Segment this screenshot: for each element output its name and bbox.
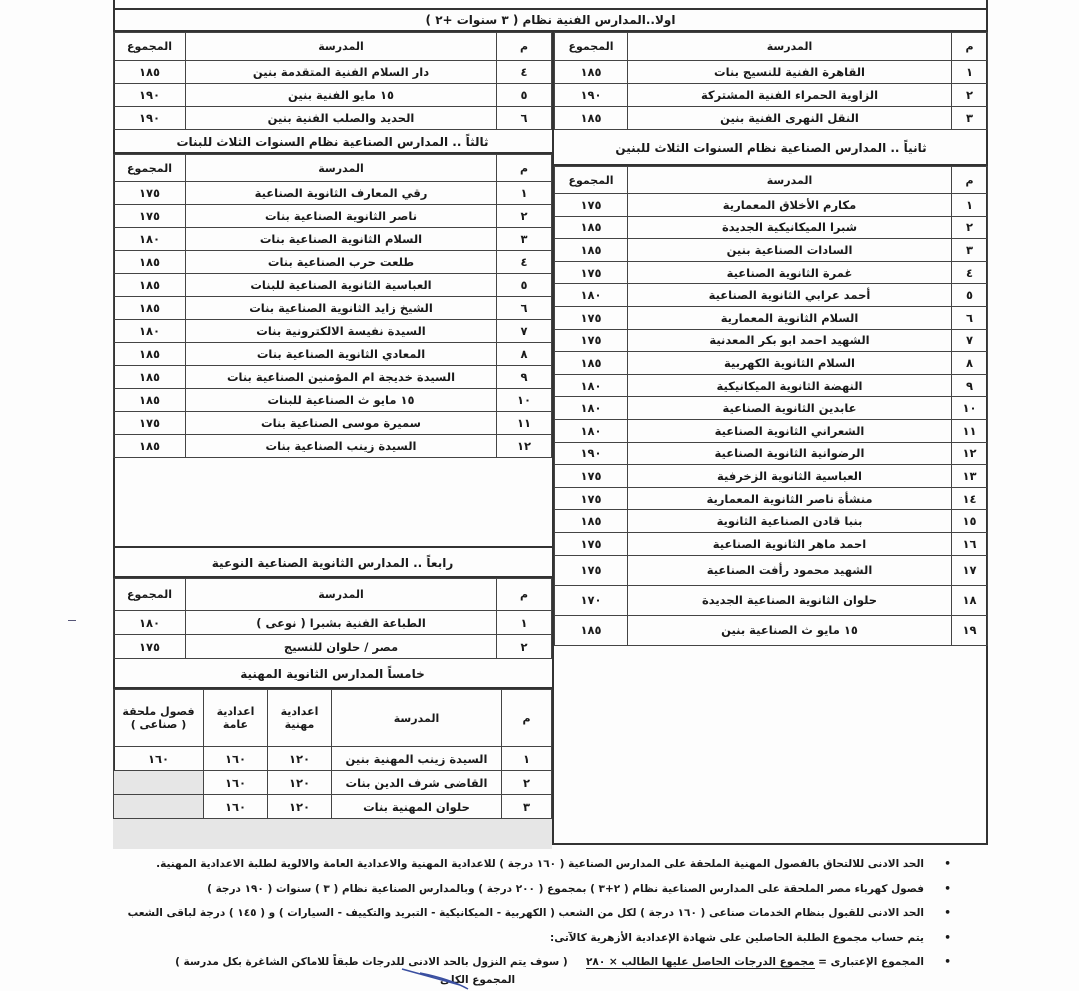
- total-score: ١٧٥: [114, 635, 186, 659]
- school-name: السلام الثانوية الصناعية بنات: [186, 228, 497, 251]
- attached-classes-score: [114, 771, 204, 795]
- section-1-title: اولا..المدارس الفنية نظام ( ٣ سنوات +٢ ): [113, 8, 988, 32]
- table-row: [114, 366, 552, 389]
- table-row: [555, 374, 988, 397]
- total-score: ١٨٠: [555, 374, 628, 397]
- row-number: ٣: [497, 228, 552, 251]
- table-row: [555, 107, 988, 130]
- row-number: ١١: [952, 419, 988, 442]
- header-school: المدرسة: [186, 579, 497, 611]
- total-score: ١٧٥: [555, 261, 628, 284]
- total-score: ١٨٥: [555, 510, 628, 533]
- school-name: الحديد والصلب الفنية بنين: [186, 107, 497, 130]
- header-total: المجموع: [114, 33, 186, 61]
- row-number: ١٨: [952, 585, 988, 615]
- table-row: [114, 297, 552, 320]
- total-score: ١٩٠: [555, 442, 628, 465]
- school-name: سميرة موسى الصناعية بنات: [186, 412, 497, 435]
- row-number: ٣: [502, 795, 552, 819]
- total-score: ١٨٥: [555, 61, 628, 84]
- total-score: ١٩٠: [114, 84, 186, 107]
- header-total: المجموع: [114, 579, 186, 611]
- total-score: ١٨٠: [114, 320, 186, 343]
- total-score: ١٨٥: [114, 343, 186, 366]
- row-number: ١٥: [952, 510, 988, 533]
- school-name: القاهرة الفنية للنسيج بنات: [628, 61, 952, 84]
- header-attached-classes: فصول ملحقة ( صناعى ): [114, 690, 204, 747]
- blank-area: [113, 819, 552, 849]
- prep-general-score: ١٦٠: [204, 747, 268, 771]
- school-name: الطباعة الفنية بشبرا ( نوعى ): [186, 611, 497, 635]
- header-num: م: [497, 579, 552, 611]
- header-num: م: [502, 690, 552, 747]
- section-4-title: رابعاً .. المدارس الثانوية الصناعية النوعية: [113, 548, 552, 578]
- table-row: [114, 771, 552, 795]
- header-school: المدرسة: [628, 167, 952, 194]
- school-name: السلام الثانوية الكهربية: [628, 352, 952, 375]
- row-number: ٢: [497, 205, 552, 228]
- header-prep-vocational: اعدادية مهنية: [268, 690, 332, 747]
- header-num: م: [497, 33, 552, 61]
- row-number: ١: [497, 611, 552, 635]
- blank-area: [113, 458, 552, 548]
- signature-icon: [400, 965, 470, 991]
- table-row: [555, 510, 988, 533]
- formula-denominator: المجموع الكلى: [440, 974, 516, 986]
- formula-numerator: مجموع الدرجات الحاصل عليها الطالب × ٢٨٠: [586, 956, 815, 968]
- table-row: [114, 205, 552, 228]
- row-number: ٦: [497, 107, 552, 130]
- total-score: ١٨٥: [114, 61, 186, 84]
- total-score: ١٨٥: [555, 352, 628, 375]
- row-number: ١٣: [952, 465, 988, 488]
- total-score: ١٧٥: [555, 306, 628, 329]
- row-number: ١: [497, 182, 552, 205]
- table-row: [555, 194, 988, 217]
- row-number: ٥: [952, 284, 988, 307]
- right-column: [552, 32, 988, 845]
- table-row: [555, 352, 988, 375]
- row-number: ١: [502, 747, 552, 771]
- header-total: المجموع: [555, 33, 628, 61]
- row-number: ٥: [497, 274, 552, 297]
- row-number: ١٧: [952, 555, 988, 585]
- prep-vocational-score: ١٢٠: [268, 795, 332, 819]
- school-name: الشعراني الثانوية الصناعية: [628, 419, 952, 442]
- row-number: ٦: [497, 297, 552, 320]
- school-name: مصر / حلوان للنسيج: [186, 635, 497, 659]
- school-name: دار السلام الفنية المتقدمة بنين: [186, 61, 497, 84]
- table-row: [114, 182, 552, 205]
- total-score: ١٧٥: [114, 205, 186, 228]
- row-number: ١٤: [952, 487, 988, 510]
- school-name: السيدة زينب الصناعية بنات: [186, 435, 497, 458]
- header-total: المجموع: [114, 155, 186, 182]
- school-name: طلعت حرب الصناعية بنات: [186, 251, 497, 274]
- total-score: ١٧٠: [555, 585, 628, 615]
- total-score: ١٨٥: [114, 297, 186, 320]
- total-score: ١٨٥: [114, 274, 186, 297]
- total-score: ١٧٥: [114, 412, 186, 435]
- total-score: ١٨٥: [555, 216, 628, 239]
- table-row: [114, 61, 552, 84]
- total-score: ١٨٠: [555, 419, 628, 442]
- table-row: [114, 747, 552, 771]
- school-name: ناصر الثانوية الصناعية بنات: [186, 205, 497, 228]
- school-name: مكارم الأخلاق المعمارية: [628, 194, 952, 217]
- table-row: [114, 635, 552, 659]
- note-2: • فصول كهرباء مصر الملحقة على المدارس الصناعية نظام ( ٢+٣ ) بمجموع ( ٢٠٠ درجة ) وبالمدارس الصناعية نظام ( ٣ ) سنوات ( ١٩٠ درجة ): [59, 877, 939, 902]
- row-number: ١: [952, 61, 988, 84]
- prep-general-score: ١٦٠: [204, 795, 268, 819]
- total-score: ١٨٥: [114, 251, 186, 274]
- section-3-table: [113, 154, 552, 458]
- school-name: شبرا الميكانيكية الجديدة: [628, 216, 952, 239]
- row-number: ١٠: [952, 397, 988, 420]
- school-name: غمرة الثانوية الصناعية: [628, 261, 952, 284]
- table-row: [555, 84, 988, 107]
- row-number: ٨: [952, 352, 988, 375]
- attached-classes-score: [114, 795, 204, 819]
- header-total: المجموع: [555, 167, 628, 194]
- table-row: [555, 585, 988, 615]
- total-score: ١٨٥: [555, 107, 628, 130]
- school-name: حلوان الثانوية الصناعية الجديدة: [628, 585, 952, 615]
- school-name: العباسية الثانوية الصناعية للبنات: [186, 274, 497, 297]
- row-number: ١٠: [497, 389, 552, 412]
- school-name: الزاوية الحمراء الفنية المشتركة: [628, 84, 952, 107]
- table-row: [555, 216, 988, 239]
- table-row: [555, 61, 988, 84]
- total-score: ١٧٥: [114, 182, 186, 205]
- row-number: ١٢: [497, 435, 552, 458]
- row-number: ١٦: [952, 532, 988, 555]
- table-row: [114, 389, 552, 412]
- school-name: السادات الصناعية بنين: [628, 239, 952, 262]
- row-number: ٣: [952, 107, 988, 130]
- table-row: [555, 465, 988, 488]
- total-score: ١٩٠: [555, 84, 628, 107]
- row-number: ٢: [952, 216, 988, 239]
- row-number: ١١: [497, 412, 552, 435]
- table-row: [555, 284, 988, 307]
- header-school: المدرسة: [332, 690, 502, 747]
- school-name: الرضوانية الثانوية الصناعية: [628, 442, 952, 465]
- row-number: ٧: [952, 329, 988, 352]
- table-row: [114, 320, 552, 343]
- section-5-title: خامساً المدارس الثانوية المهنية: [113, 659, 552, 689]
- school-name: ١٥ مايو ث الصناعية للبنات: [186, 389, 497, 412]
- row-number: ٧: [497, 320, 552, 343]
- school-name: السيدة نفيسة الالكترونية بنات: [186, 320, 497, 343]
- section-2-table: [554, 166, 988, 646]
- header-num: م: [497, 155, 552, 182]
- school-name: النهضة الثانوية الميكانيكية: [628, 374, 952, 397]
- row-number: ٣: [952, 239, 988, 262]
- row-number: ٤: [497, 61, 552, 84]
- prep-general-score: ١٦٠: [204, 771, 268, 795]
- header-prep-general: اعدادية عامة: [204, 690, 268, 747]
- school-name: السيدة زينب المهنية بنين: [332, 747, 502, 771]
- section-5-table: [113, 689, 552, 819]
- school-name: عابدين الثانوية الصناعية: [628, 397, 952, 420]
- total-score: ١٧٥: [555, 194, 628, 217]
- row-number: ١: [952, 194, 988, 217]
- row-number: ٨: [497, 343, 552, 366]
- school-name: المعادي الثانوية الصناعية بنات: [186, 343, 497, 366]
- school-name: الشيخ زايد الثانوية الصناعية بنات: [186, 297, 497, 320]
- school-name: احمد ماهر الثانوية الصناعية: [628, 532, 952, 555]
- school-name: منشأة ناصر الثانوية المعمارية: [628, 487, 952, 510]
- section-2-title: ثانياً .. المدارس الصناعية نظام السنوات الثلاث للبنين: [554, 130, 988, 166]
- table-row: [555, 487, 988, 510]
- table-row: [114, 84, 552, 107]
- row-number: ١٩: [952, 615, 988, 645]
- row-number: ٥: [497, 84, 552, 107]
- row-number: ٤: [497, 251, 552, 274]
- table-row: [555, 261, 988, 284]
- school-name: حلوان المهنية بنات: [332, 795, 502, 819]
- prep-vocational-score: ١٢٠: [268, 771, 332, 795]
- school-name: رقي المعارف الثانوية الصناعية: [186, 182, 497, 205]
- prep-vocational-score: ١٢٠: [268, 747, 332, 771]
- table-row: [114, 343, 552, 366]
- note-1: • الحد الادنى للالتحاق بالفصول المهنية الملحقة على المدارس الصناعية ( ١٦٠ درجة ) للاعدادية المهنية والاعدادية العامة والالوية لطلبة الاعدادية المهنية.: [59, 852, 939, 877]
- table-row: [555, 306, 988, 329]
- school-name: الشهيد محمود رأفت الصناعية: [628, 555, 952, 585]
- table-row: [555, 615, 988, 645]
- table-row: [555, 397, 988, 420]
- section-3-title: ثالثاً .. المدارس الصناعية نظام السنوات الثلاث للبنات: [113, 130, 552, 154]
- school-name: السلام الثانوية المعمارية: [628, 306, 952, 329]
- total-score: ١٨٥: [555, 615, 628, 645]
- table-row: [555, 419, 988, 442]
- table-row: [114, 412, 552, 435]
- total-score: ١٧٥: [555, 487, 628, 510]
- note-5: [59, 950, 939, 975]
- total-score: ١٧٥: [555, 329, 628, 352]
- row-number: ٦: [952, 306, 988, 329]
- total-score: ١٨٥: [555, 239, 628, 262]
- total-score: ١٨٠: [114, 611, 186, 635]
- school-name: ١٥ مايو الفنية بنين: [186, 84, 497, 107]
- school-name: القاضى شرف الدين بنات: [332, 771, 502, 795]
- total-score: ١٧٥: [555, 555, 628, 585]
- table-row: [114, 611, 552, 635]
- header-num: م: [952, 33, 988, 61]
- total-score: ١٨٠: [555, 284, 628, 307]
- total-score: ١٨٠: [555, 397, 628, 420]
- table-row: [555, 555, 988, 585]
- table-row: [114, 228, 552, 251]
- table-row: [114, 795, 552, 819]
- table-row: [555, 239, 988, 262]
- table-row: [114, 274, 552, 297]
- section-4-table: [113, 578, 552, 659]
- school-name: أحمد عرابي الثانوية الصناعية: [628, 284, 952, 307]
- header-school: المدرسة: [186, 33, 497, 61]
- table-row: [114, 107, 552, 130]
- total-score: ١٩٠: [114, 107, 186, 130]
- school-name: ١٥ مايو ث الصناعية بنين: [628, 615, 952, 645]
- left-column: [113, 32, 552, 845]
- section-1-right-table: [554, 32, 988, 130]
- total-score: ١٨٥: [114, 435, 186, 458]
- school-name: السيدة خديجة ام المؤمنين الصناعية بنات: [186, 366, 497, 389]
- row-number: ٤: [952, 261, 988, 284]
- total-score: ١٨٠: [114, 228, 186, 251]
- row-number: ٢: [502, 771, 552, 795]
- row-number: ٢: [497, 635, 552, 659]
- table-row: [114, 435, 552, 458]
- header-num: م: [952, 167, 988, 194]
- header-school: المدرسة: [186, 155, 497, 182]
- table-row: [555, 532, 988, 555]
- table-row: [555, 329, 988, 352]
- table-row: [555, 442, 988, 465]
- row-number: ٩: [497, 366, 552, 389]
- formula-remark: ( سوف يتم النزول بالحد الادنى للدرجات طبقاً للاماكن الشاغرة بكل مدرسة ): [175, 956, 568, 968]
- school-name: الشهيد احمد ابو بكر المعدنية: [628, 329, 952, 352]
- total-score: ١٨٥: [114, 389, 186, 412]
- table-row: [114, 251, 552, 274]
- attached-classes-score: ١٦٠: [114, 747, 204, 771]
- row-number: ٩: [952, 374, 988, 397]
- row-number: ٢: [952, 84, 988, 107]
- header-school: المدرسة: [628, 33, 952, 61]
- section-1-left-table: [113, 32, 552, 130]
- notes-list: [59, 852, 939, 975]
- scan-mark: [68, 620, 76, 621]
- row-number: ١٢: [952, 442, 988, 465]
- formula-label: المجموع الإعتبارى =: [814, 956, 924, 968]
- total-score: ١٧٥: [555, 532, 628, 555]
- school-name: العباسية الثانوية الزخرفية: [628, 465, 952, 488]
- school-name: النقل النهرى الفنية بنين: [628, 107, 952, 130]
- school-name: بنبا قادن الصناعية الثانوية: [628, 510, 952, 533]
- note-3: • الحد الادنى للقبول بنظام الخدمات صناعى ( ١٦٠ درجة ) لكل من الشعب ( الكهربية - الميكانيكية - التبريد والتكييف - السيارات ) و ( ١٤٥ ) درجة لباقى الشعب: [59, 901, 939, 926]
- total-score: ١٧٥: [555, 465, 628, 488]
- note-4: • يتم حساب مجموع الطلبة الحاصلين على شهادة الإعدادية الأزهرية كالآتى:: [59, 926, 939, 951]
- total-score: ١٨٥: [114, 366, 186, 389]
